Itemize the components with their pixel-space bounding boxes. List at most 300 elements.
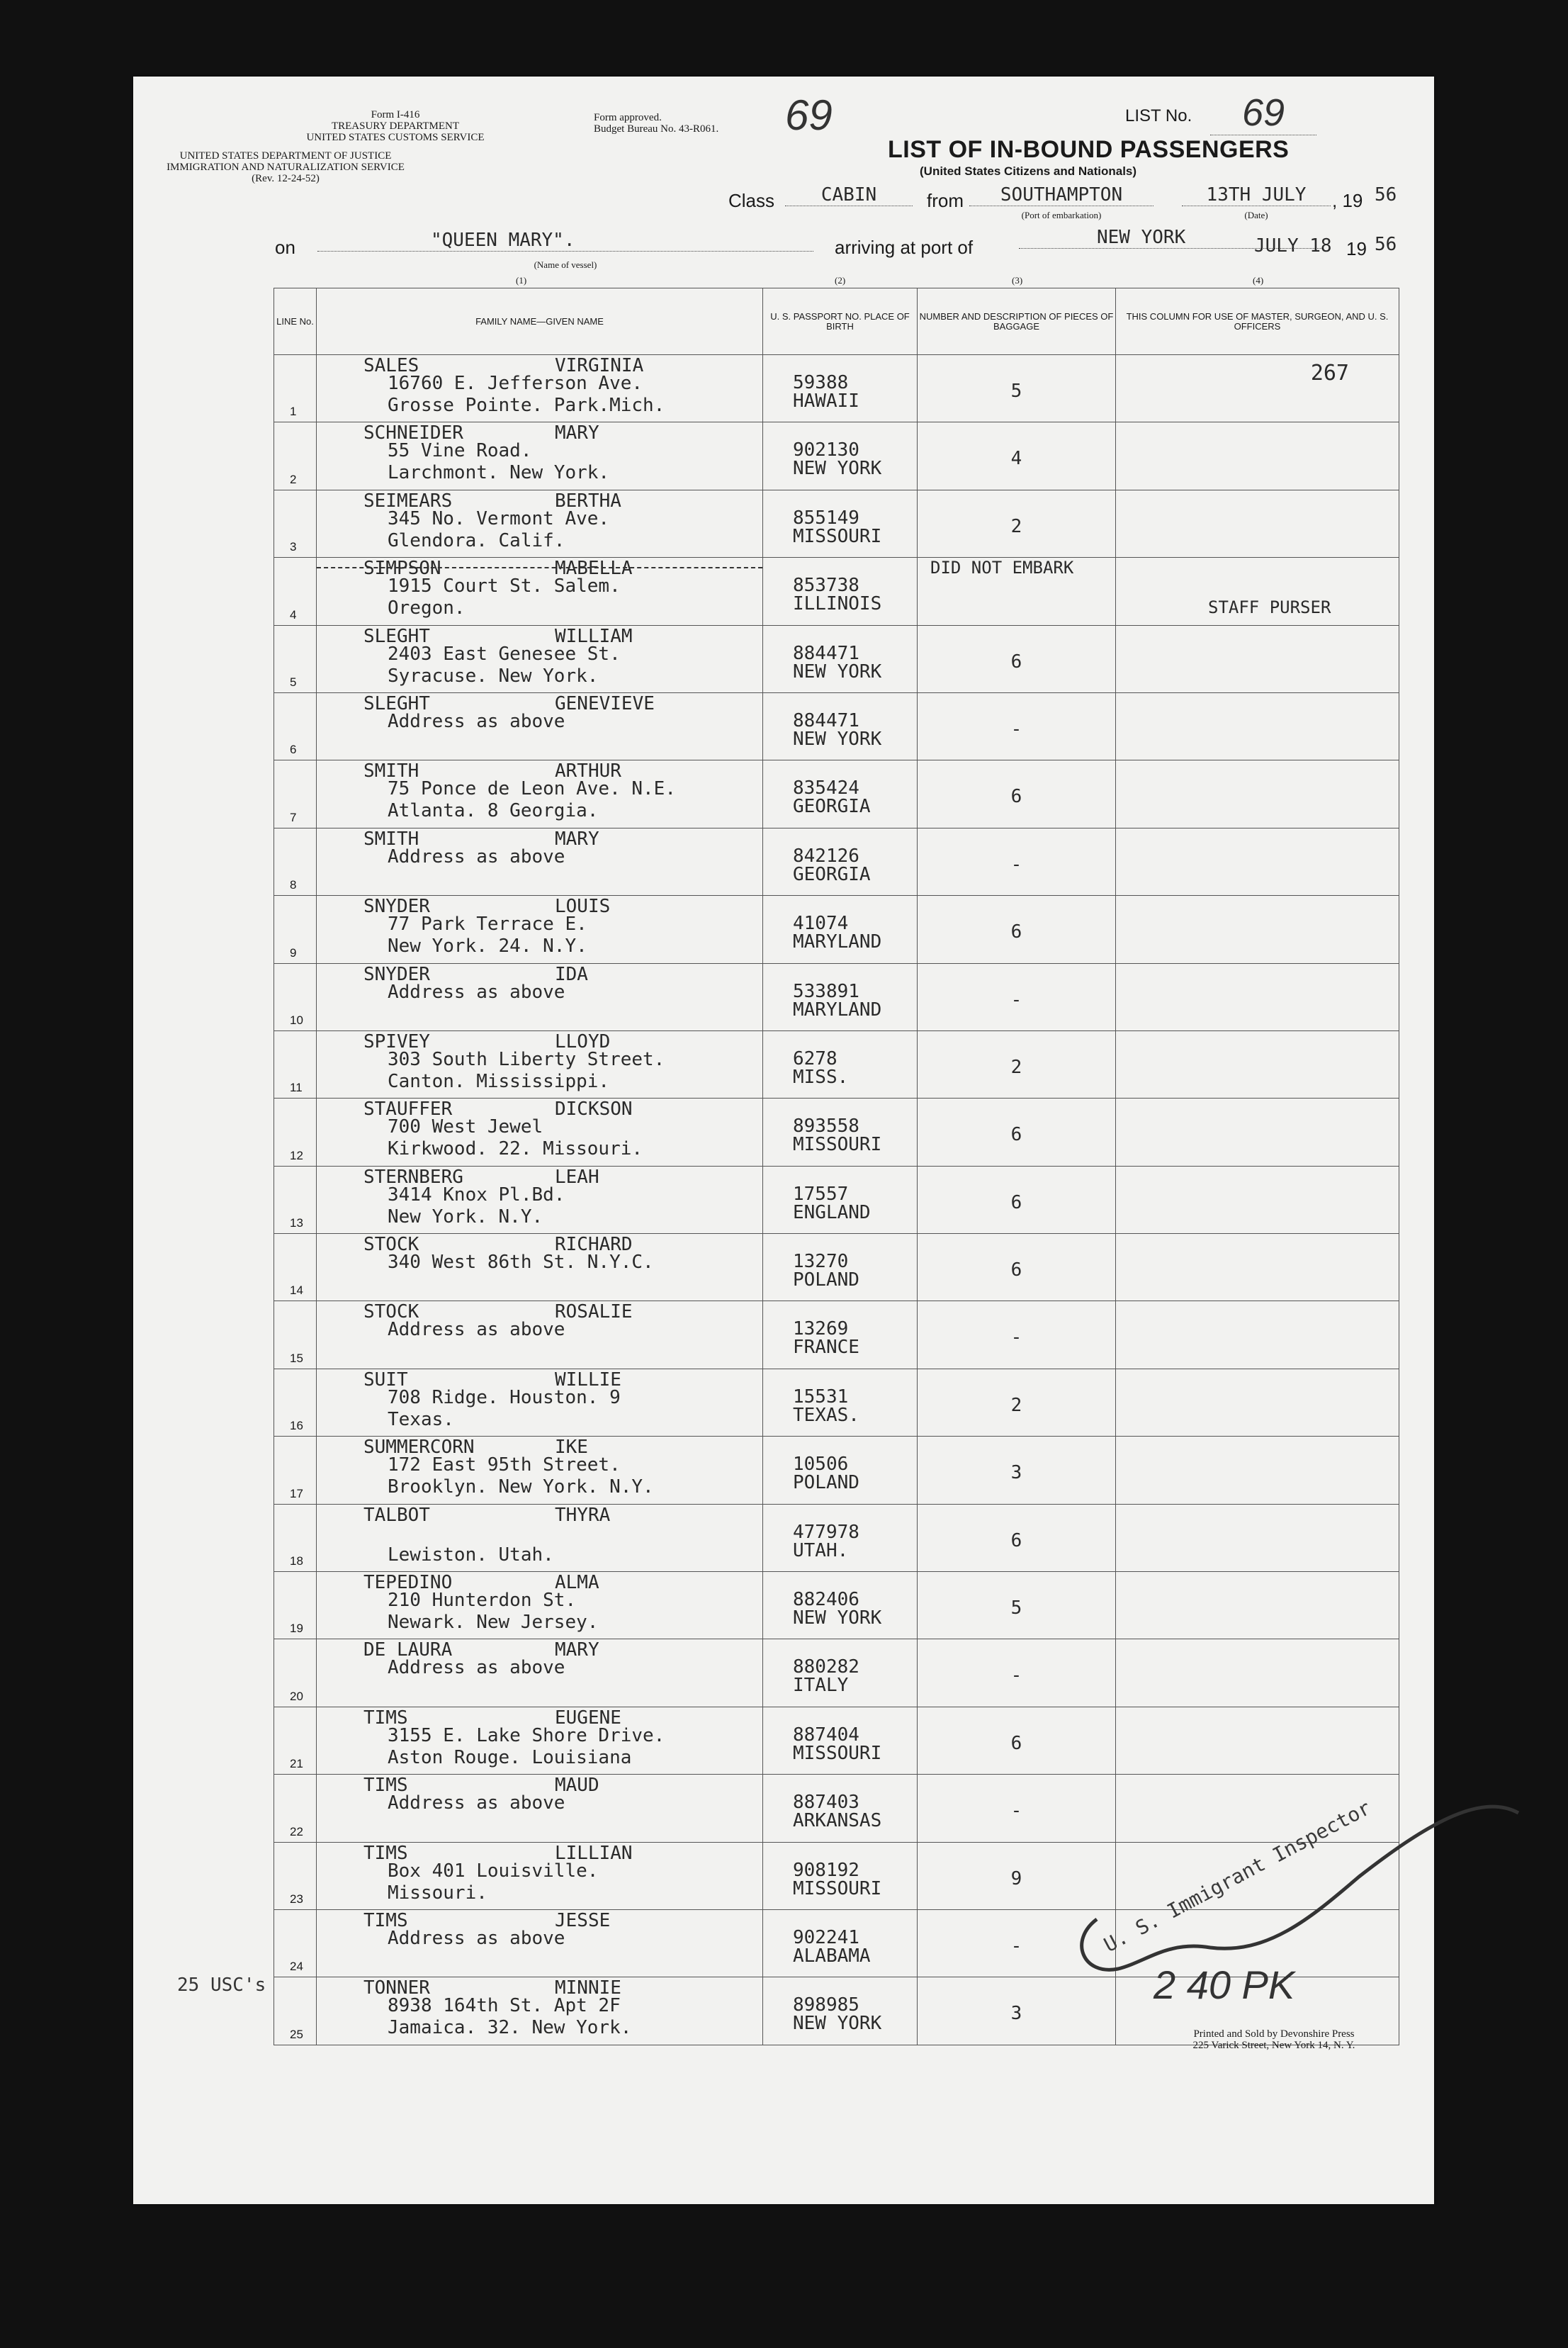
passport-cell [763, 1909, 918, 1977]
passport-info [793, 1252, 859, 1289]
baggage-cell [918, 828, 1116, 895]
passport-number: 533891 [793, 980, 859, 1002]
address-line-2: Glendora. Calif. [388, 529, 565, 551]
baggage-cell [918, 1301, 1116, 1369]
line-no-cell [274, 422, 317, 490]
line-number: 11 [290, 1081, 303, 1095]
baggage-cell [918, 558, 1116, 625]
place-of-birth: ITALY [793, 1675, 849, 1697]
officer-cell [1116, 963, 1399, 1030]
line-no-cell [274, 1099, 317, 1166]
justice-line: (Rev. 12-24-52) [252, 173, 320, 184]
officer-cell [1116, 625, 1399, 692]
name-cell [317, 963, 763, 1030]
table-row [274, 422, 1399, 490]
place-of-birth: TEXAS. [793, 1404, 859, 1426]
baggage-count: 3 [1010, 1462, 1022, 1484]
passport-cell [763, 355, 918, 422]
place-of-birth: MARYLAND [793, 931, 882, 953]
passport-cell [763, 1166, 918, 1233]
line-number: 9 [290, 945, 297, 960]
passport-number: 884471 [793, 709, 859, 731]
passport-info [793, 1388, 859, 1425]
line-no-cell [274, 355, 317, 422]
name-cell [317, 1166, 763, 1233]
place-of-birth: POLAND [793, 1269, 859, 1291]
col-header-passport: U. S. PASSPORT NO. PLACE OF BIRTH [763, 288, 918, 355]
line-no-cell [274, 1572, 317, 1639]
line-no-cell [274, 1504, 317, 1571]
passport-number: 13270 [793, 1251, 849, 1273]
table-row [274, 1030, 1399, 1098]
place-of-birth: MISSOURI [793, 1877, 882, 1899]
given-name: WILLIAM [555, 625, 633, 647]
passport-cell [763, 1639, 918, 1707]
passport-info [793, 1996, 881, 2033]
address-line-2: Lewiston. Utah. [388, 1544, 554, 1566]
baggage-count: 6 [1010, 786, 1022, 808]
line-number: 1 [290, 405, 297, 419]
passport-cell [763, 1301, 918, 1369]
baggage-count: DID NOT EMBARK [930, 558, 1074, 578]
handwritten-list-number: 69 [785, 91, 833, 139]
family-name: SCHNEIDER [363, 422, 463, 444]
baggage-count: 2 [1010, 1394, 1022, 1416]
passport-cell [763, 692, 918, 760]
given-name: MARY [555, 1639, 599, 1661]
table-row [274, 760, 1399, 828]
passport-info [793, 1117, 881, 1154]
passport-cell [763, 1572, 918, 1639]
manifest-sheet [133, 77, 1434, 2204]
name-cell [317, 692, 763, 760]
passport-number: 880282 [793, 1656, 859, 1678]
baggage-count: 2 [1010, 1056, 1022, 1078]
address-line-2: Oregon. [388, 597, 466, 619]
table-row [274, 963, 1399, 1030]
address-line-2: New York. N.Y. [388, 1206, 543, 1228]
given-name: RICHARD [555, 1234, 633, 1256]
passport-info [793, 982, 881, 1019]
baggage-count: - [1010, 1327, 1022, 1349]
given-name: LEAH [555, 1166, 599, 1188]
table-row [274, 1099, 1399, 1166]
baggage-count: 6 [1010, 1259, 1022, 1281]
passport-number: 884471 [793, 642, 859, 664]
line-no-cell [274, 1301, 317, 1369]
passport-cell [763, 1842, 918, 1909]
name-cell [317, 1099, 763, 1166]
arrival-date: JULY 18 [1254, 235, 1332, 257]
place-of-birth: ARKANSAS [793, 1810, 882, 1832]
table-row [274, 1234, 1399, 1301]
address-line-1: Address as above [388, 710, 565, 732]
given-name: ALMA [555, 1572, 599, 1594]
passport-cell [763, 1099, 918, 1166]
passport-number: 887404 [793, 1724, 859, 1746]
passport-info [793, 914, 881, 951]
officer-note: 267 [1310, 361, 1349, 386]
baggage-cell [918, 1099, 1116, 1166]
officer-cell [1116, 490, 1399, 557]
col-header-officers: THIS COLUMN FOR USE OF MASTER, SURGEON, AND U. S. OFFICERS [1116, 288, 1399, 355]
col-num-2: (2) [835, 275, 846, 286]
place-of-birth: FRANCE [793, 1337, 859, 1359]
name-cell [317, 625, 763, 692]
printer-line: 225 Varick Street, New York 14, N. Y. [1192, 2040, 1355, 2051]
name-cell [317, 1234, 763, 1301]
baggage-count: - [1010, 853, 1022, 875]
passport-cell [763, 896, 918, 963]
arrival-port-text: NEW YORK [1097, 227, 1186, 248]
place-of-birth: NEW YORK [793, 1607, 882, 1629]
passport-cell [763, 1707, 918, 1774]
approval-line: Form approved. [594, 112, 662, 123]
address-line-1: 75 Ponce de Leon Ave. N.E. [388, 778, 676, 800]
officer-cell [1116, 1572, 1399, 1639]
line-no-cell [274, 1437, 317, 1504]
line-no-cell [274, 490, 317, 557]
passport-cell [763, 760, 918, 828]
family-name: TIMS [363, 1775, 408, 1797]
name-cell [317, 760, 763, 828]
passport-number: 17557 [793, 1183, 849, 1205]
line-number: 6 [290, 743, 297, 757]
passport-info [793, 441, 881, 478]
col-num-4: (4) [1253, 275, 1264, 286]
family-name: TIMS [363, 1707, 408, 1729]
place-of-birth: NEW YORK [793, 661, 882, 683]
place-of-birth: ILLINOIS [793, 593, 882, 615]
address-line-1: Address as above [388, 1657, 565, 1679]
year-prefix: , 19 [1332, 190, 1363, 211]
address-line-1: 172 East 95th Street. [388, 1454, 621, 1476]
line-number: 17 [290, 1486, 303, 1500]
date-caption: (Date) [1244, 210, 1268, 220]
passport-number: 855149 [793, 507, 859, 529]
address-line-1: 345 No. Vermont Ave. [388, 507, 610, 529]
officer-cell [1116, 1166, 1399, 1233]
passport-info [793, 509, 881, 546]
given-name: MARY [555, 422, 599, 444]
name-cell [317, 1707, 763, 1774]
col-header-baggage: NUMBER AND DESCRIPTION OF PIECES OF BAGGAGE [918, 288, 1116, 355]
family-name: SEIMEARS [363, 490, 453, 512]
family-name: SLEGHT [363, 625, 430, 647]
address-line-1: 55 Vine Road. [388, 440, 532, 462]
address-line-2: New York. 24. N.Y. [388, 936, 587, 957]
given-name: DICKSON [555, 1099, 633, 1120]
baggage-count: 3 [1010, 2003, 1022, 2025]
place-of-birth: MISSOURI [793, 1742, 882, 1764]
family-name: SUMMERCORN [363, 1437, 475, 1459]
passport-number: 41074 [793, 913, 849, 935]
justice-line: UNITED STATES DEPARTMENT OF JUSTICE [179, 150, 392, 162]
line-no-cell [274, 828, 317, 895]
name-cell [317, 1977, 763, 2045]
given-name: MABELLA [555, 558, 633, 580]
passport-info [793, 1318, 859, 1359]
passport-number: 10506 [793, 1454, 849, 1476]
address-line-1: Address as above [388, 981, 565, 1003]
address-line-2: Grosse Pointe. Park.Mich. [388, 395, 665, 416]
place-of-birth: ENGLAND [793, 1201, 871, 1223]
table-row [274, 1437, 1399, 1504]
line-no-cell [274, 558, 317, 625]
address-line-2: Canton. Mississippi. [388, 1070, 610, 1092]
name-cell [317, 1909, 763, 1977]
passport-cell [763, 963, 918, 1030]
year-suffix: 56 [1375, 184, 1397, 206]
passport-cell [763, 1977, 918, 2045]
form-number: Form I-416 [371, 109, 420, 120]
place-of-birth: MISSOURI [793, 1134, 882, 1156]
arrival-year-prefix: 19 [1346, 238, 1367, 259]
vessel-name-text: "QUEEN MARY". [431, 230, 575, 251]
officer-note: STAFF PURSER [1208, 597, 1331, 618]
baggage-cell [918, 355, 1116, 422]
dept-line: TREASURY DEPARTMENT [331, 120, 460, 132]
family-name: SMITH [363, 828, 419, 850]
baggage-cell [918, 1234, 1116, 1301]
name-cell [317, 896, 763, 963]
baggage-cell [918, 1504, 1116, 1571]
from-label: from [927, 190, 964, 211]
col-num-1: (1) [516, 275, 527, 286]
address-line-2: Missouri. [388, 1882, 487, 1904]
line-no-cell [274, 1166, 317, 1233]
name-cell [317, 490, 763, 557]
officer-cell [1116, 1369, 1399, 1436]
given-name: LOUIS [555, 896, 611, 918]
address-line-1: 16760 E. Jefferson Ave. [388, 373, 643, 394]
officer-cell [1116, 1234, 1399, 1301]
baggage-cell [918, 1639, 1116, 1707]
family-name: TALBOT [363, 1504, 430, 1526]
family-name: STOCK [363, 1234, 419, 1256]
address-line-1: Address as above [388, 1792, 565, 1814]
address-line-2: Brooklyn. New York. N.Y. [388, 1476, 654, 1498]
baggage-count: - [1010, 1800, 1022, 1822]
officer-cell [1116, 422, 1399, 490]
given-name: BERTHA [555, 490, 621, 512]
table-row [274, 828, 1399, 895]
class-label: Class [728, 190, 775, 211]
name-cell [317, 1842, 763, 1909]
passport-info [793, 1047, 849, 1088]
passport-info [793, 1726, 881, 1763]
place-of-birth: UTAH. [793, 1539, 849, 1561]
given-name: THYRA [555, 1504, 611, 1526]
baggage-count: 5 [1010, 1597, 1022, 1619]
family-name: TIMS [363, 1842, 408, 1864]
officer-cell [1116, 1030, 1399, 1098]
table-row [274, 1301, 1399, 1369]
strike-line [317, 567, 762, 568]
passport-cell [763, 1234, 918, 1301]
address-line-2: Aston Rouge. Louisiana [388, 1746, 632, 1768]
table-row [274, 1572, 1399, 1639]
line-no-cell [274, 692, 317, 760]
line-number: 12 [290, 1148, 303, 1162]
passport-info [793, 779, 871, 816]
line-number: 25 [290, 2027, 303, 2041]
vessel-name [317, 230, 813, 252]
line-number: 13 [290, 1216, 303, 1230]
given-name: VIRGINIA [555, 355, 644, 376]
address-line-1: Box 401 Louisville. [388, 1860, 599, 1882]
form-approval [594, 112, 718, 135]
table-header-row [274, 288, 1399, 355]
given-name: IDA [555, 963, 588, 985]
name-cell [317, 828, 763, 895]
line-number: 24 [290, 1960, 303, 1974]
name-cell [317, 1775, 763, 1842]
list-no-label: LIST No. [1125, 106, 1192, 125]
table-row [274, 355, 1399, 422]
table-row [274, 692, 1399, 760]
passport-info [793, 1455, 859, 1492]
line-no-cell [274, 1234, 317, 1301]
vessel-caption: (Name of vessel) [534, 259, 597, 270]
baggage-count: 6 [1010, 921, 1022, 943]
line-no-cell [274, 963, 317, 1030]
passport-cell [763, 1369, 918, 1436]
table-row [274, 1504, 1399, 1571]
address-line-1: 340 West 86th St. N.Y.C. [388, 1252, 654, 1274]
baggage-cell [918, 692, 1116, 760]
family-name: SIMPSON [363, 558, 441, 580]
family-name: SMITH [363, 760, 419, 782]
line-no-cell [274, 1369, 317, 1436]
baggage-cell [918, 1030, 1116, 1098]
officer-cell [1116, 828, 1399, 895]
passport-cell [763, 1775, 918, 1842]
passport-info [793, 847, 871, 884]
col-header-line-no: LINE No. [274, 288, 317, 355]
line-number: 23 [290, 1892, 303, 1906]
baggage-count: - [1010, 1665, 1022, 1687]
place-of-birth: NEW YORK [793, 728, 882, 750]
passport-cell [763, 490, 918, 557]
usc-count: 25 USC's [177, 1975, 266, 1996]
line-number: 5 [290, 675, 297, 689]
passport-info [793, 709, 882, 750]
place-of-birth: NEW YORK [793, 2013, 882, 2035]
table-row [274, 1166, 1399, 1233]
line-no-cell [274, 760, 317, 828]
passport-cell [763, 422, 918, 490]
given-name: MARY [555, 828, 599, 850]
passport-cell [763, 1437, 918, 1504]
address-line-1: 77 Park Terrace E. [388, 914, 587, 936]
passport-info [793, 1793, 881, 1830]
passport-cell [763, 828, 918, 895]
name-cell [317, 558, 763, 625]
passport-number: 902130 [793, 439, 859, 461]
family-name: SNYDER [363, 963, 430, 985]
family-name: TONNER [363, 1977, 430, 1999]
line-number: 14 [290, 1283, 303, 1298]
address-line-2: Newark. New Jersey. [388, 1612, 599, 1634]
passport-number: 853738 [793, 575, 859, 597]
family-name: STAUFFER [363, 1099, 453, 1120]
baggage-cell [918, 1369, 1116, 1436]
line-no-cell [274, 1977, 317, 2045]
name-cell [317, 1437, 763, 1504]
address-line-1: 210 Hunterdon St. [388, 1590, 577, 1612]
line-no-cell [274, 1909, 317, 1977]
officer-cell [1116, 1504, 1399, 1571]
port-of-embarkation: SOUTHAMPTON [969, 184, 1154, 206]
place-of-birth: HAWAII [793, 391, 859, 412]
officer-cell [1116, 692, 1399, 760]
passport-info [793, 1590, 881, 1627]
line-number: 10 [290, 1013, 303, 1027]
passport-info [793, 373, 859, 410]
address-line-2: Larchmont. New York. [388, 462, 610, 484]
line-no-cell [274, 1842, 317, 1909]
passport-number: 902241 [793, 1926, 859, 1948]
passport-info [793, 1658, 859, 1695]
address-line-2: Jamaica. 32. New York. [388, 2017, 632, 2039]
given-name: JESSE [555, 1909, 611, 1931]
arriving-label: arriving at port of [835, 237, 974, 258]
baggage-cell [918, 1166, 1116, 1233]
line-number: 22 [290, 1824, 303, 1838]
officer-cell [1116, 355, 1399, 422]
name-cell [317, 1504, 763, 1571]
name-cell [317, 1572, 763, 1639]
list-number: 69 [1210, 91, 1316, 135]
passport-number: 908192 [793, 1859, 859, 1881]
family-name: SLEGHT [363, 692, 430, 714]
address-line-1: 700 West Jewel [388, 1116, 543, 1138]
family-name: SPIVEY [363, 1030, 430, 1052]
page-title: LIST OF IN-BOUND PASSENGERS [888, 136, 1290, 163]
given-name: LLOYD [555, 1030, 611, 1052]
address-line-2: Texas. [388, 1408, 454, 1430]
table-row [274, 490, 1399, 557]
line-number: 21 [290, 1757, 303, 1771]
line-number: 15 [290, 1351, 303, 1365]
baggage-count: - [1010, 989, 1022, 1011]
table-row [274, 896, 1399, 963]
family-name: TEPEDINO [363, 1572, 453, 1594]
passport-number: 842126 [793, 845, 859, 867]
passport-number: 6278 [793, 1047, 837, 1069]
address-line-2: Syracuse. New York. [388, 665, 599, 687]
line-no-cell [274, 1707, 317, 1774]
passport-number: 13269 [793, 1318, 849, 1340]
table-row [274, 625, 1399, 692]
baggage-cell [918, 1437, 1116, 1504]
line-number: 18 [290, 1554, 303, 1568]
given-name: ARTHUR [555, 760, 621, 782]
line-number: 2 [290, 472, 297, 486]
given-name: IKE [555, 1437, 588, 1459]
form-header-justice [133, 150, 438, 184]
officer-cell [1116, 896, 1399, 963]
passport-cell [763, 558, 918, 625]
line-no-cell [274, 1775, 317, 1842]
address-line-2: Kirkwood. 22. Missouri. [388, 1138, 643, 1160]
approval-line: Budget Bureau No. 43-R061. [594, 123, 719, 135]
name-cell [317, 355, 763, 422]
baggage-cell [918, 422, 1116, 490]
passport-info [793, 1861, 881, 1898]
address-line-1: 3155 E. Lake Shore Drive. [388, 1724, 665, 1746]
